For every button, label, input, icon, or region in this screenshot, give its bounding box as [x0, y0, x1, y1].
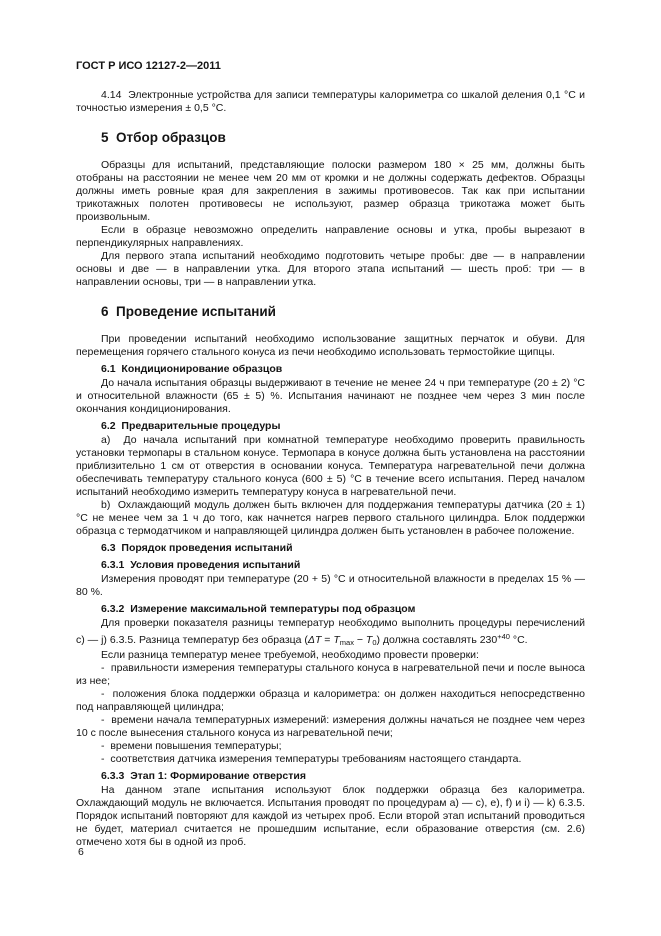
section-6-3-1-heading: 6.3.1 Условия проведения испытаний [101, 559, 301, 571]
formula-text-pre: Для проверки показателя разницы температур необходимо выполнить процедуры перечислений с) — j) 6.3.5. Разница температур без образца ( [76, 617, 585, 646]
list-item: - правильности измерения температуры стального конуса в нагревательной печи и после выноса из нее; [76, 662, 585, 687]
paragraph: Образцы для испытаний, представляющие полоски размером 180 × 25 мм, должны быть отобраны на расстоянии не менее чем 20 мм от кромки и не должны содержать дефектов. Образцы должны иметь ровные края для закрепления в зажимы противовесов. Так как при испытании трикотажных полотен противовесы не используют, размер образца трикотажа может быть произвольным. [76, 159, 585, 223]
paragraph: Если в образце невозможно определить направление основы и утка, пробы вырезают в перпендикулярных направлениях. [76, 224, 585, 249]
formula-text-post: ) должна составлять 230 [376, 634, 498, 646]
paragraph: Если разница температур менее требуемой, необходимо провести проверки: [101, 649, 479, 661]
formula-delta-t: ΔT [307, 634, 322, 646]
formula-t-zero-subscript: 0 [372, 638, 377, 647]
paragraph-4-14: 4.14 Электронные устройства для записи температуры калориметра со шкалой деления 0,1 °C и точностью измерения ± 0,5 °C. [76, 89, 585, 114]
running-header: ГОСТ Р ИСО 12127-2—2011 [76, 60, 221, 72]
section-6-2-heading: 6.2 Предварительные процедуры [101, 420, 281, 432]
paragraph-formula [76, 617, 585, 649]
paragraph: На данном этапе испытания используют блок поддержки образца без калориметра. Охлаждающий модуль не включается. Испытания проводят по процедурам a) — c), e), f) и i) — k) 6.3.5. Порядок испытаний повторяют для каждой из четырех проб. Если второй этап испытаний проводиться не будет, материал считается не прошедшим испытание, если образование отверстия (см. 2.6) отмечено хотя бы в одной из проб. [76, 784, 585, 848]
list-item: - положения блока поддержки образца и калориметра: он должен находиться непосредственно под направляющей цилиндра; [76, 688, 585, 713]
page-number: 6 [78, 846, 84, 858]
section-6-1-heading: 6.1 Кондиционирование образцов [101, 363, 283, 375]
paragraph-item-b: b) Охлаждающий модуль должен быть включен для поддержания температуры датчика (20 ± 1) °C не менее чем за 1 ч до того, как начнется нагрев первого стального цилиндра. Блок поддержки образца с термодатчиком и направляющей цилиндра должен быть установлен в рабочее положение. [76, 499, 585, 537]
formula-minus: − [353, 634, 366, 646]
formula-degrees: °C. [509, 634, 528, 646]
list-item: - соответствия датчика измерения температуры требованиям настоящего стандарта. [101, 753, 522, 765]
section-6-3-3-heading: 6.3.3 Этап 1: Формирование отверстия [101, 770, 306, 782]
paragraph: Измерения проводят при температуре (20 + 5) °C и относительной влажности в пределах 15 % — 80 %. [76, 573, 585, 598]
paragraph-item-a: a) До начала испытаний при комнатной температуре необходимо проверить правильность установки термопары в стальном конусе. Термопара в конусе должна быть установлена на расстоянии приблизительно 1 см от отверстия в основании конуса. Температура нагревательной печи должна обеспечивать температуру стального конуса (600 ± 5) °C в течение всего испытания. Перед началом испытаний необходимо измерить температуру конуса в нагревательной печи. [76, 434, 585, 498]
formula-t-max: T [333, 634, 340, 646]
formula-tolerance-superscript: +40 [497, 632, 510, 641]
paragraph: Для первого этапа испытаний необходимо подготовить четыре пробы: две — в направлении основы и две — в направлении утка. Для второго этапа испытаний — шесть проб: три — в направлении основы, три — в направлении утка. [76, 250, 585, 288]
section-6-3-heading: 6.3 Порядок проведения испытаний [101, 542, 293, 554]
list-item: - времени повышения температуры; [101, 740, 282, 752]
section-6-3-2-heading: 6.3.2 Измерение максимальной температуры под образцом [101, 603, 416, 615]
section-5-heading: 5 Отбор образцов [101, 130, 226, 145]
paragraph: При проведении испытаний необходимо использование защитных перчаток и обуви. Для перемещения горячего стального конуса из печи необходимо использовать термостойкие щипцы. [76, 333, 585, 358]
formula-equals: = [321, 634, 334, 646]
section-6-heading: 6 Проведение испытаний [101, 304, 276, 319]
paragraph: До начала испытания образцы выдерживают в течение не менее 24 ч при температуре (20 ± 2) °C и относительной влажности (65 ± 5) %. Испытания начинают не позднее чем через 3 мин после окончания кондиционирования. [76, 377, 585, 415]
formula-t-zero: T [365, 634, 373, 646]
formula-t-max-subscript: max [339, 638, 354, 647]
list-item: - времени начала температурных измерений: измерения должны начаться не позднее чем через 10 с после вынесения стального конуса из нагревательной печи; [76, 714, 585, 739]
